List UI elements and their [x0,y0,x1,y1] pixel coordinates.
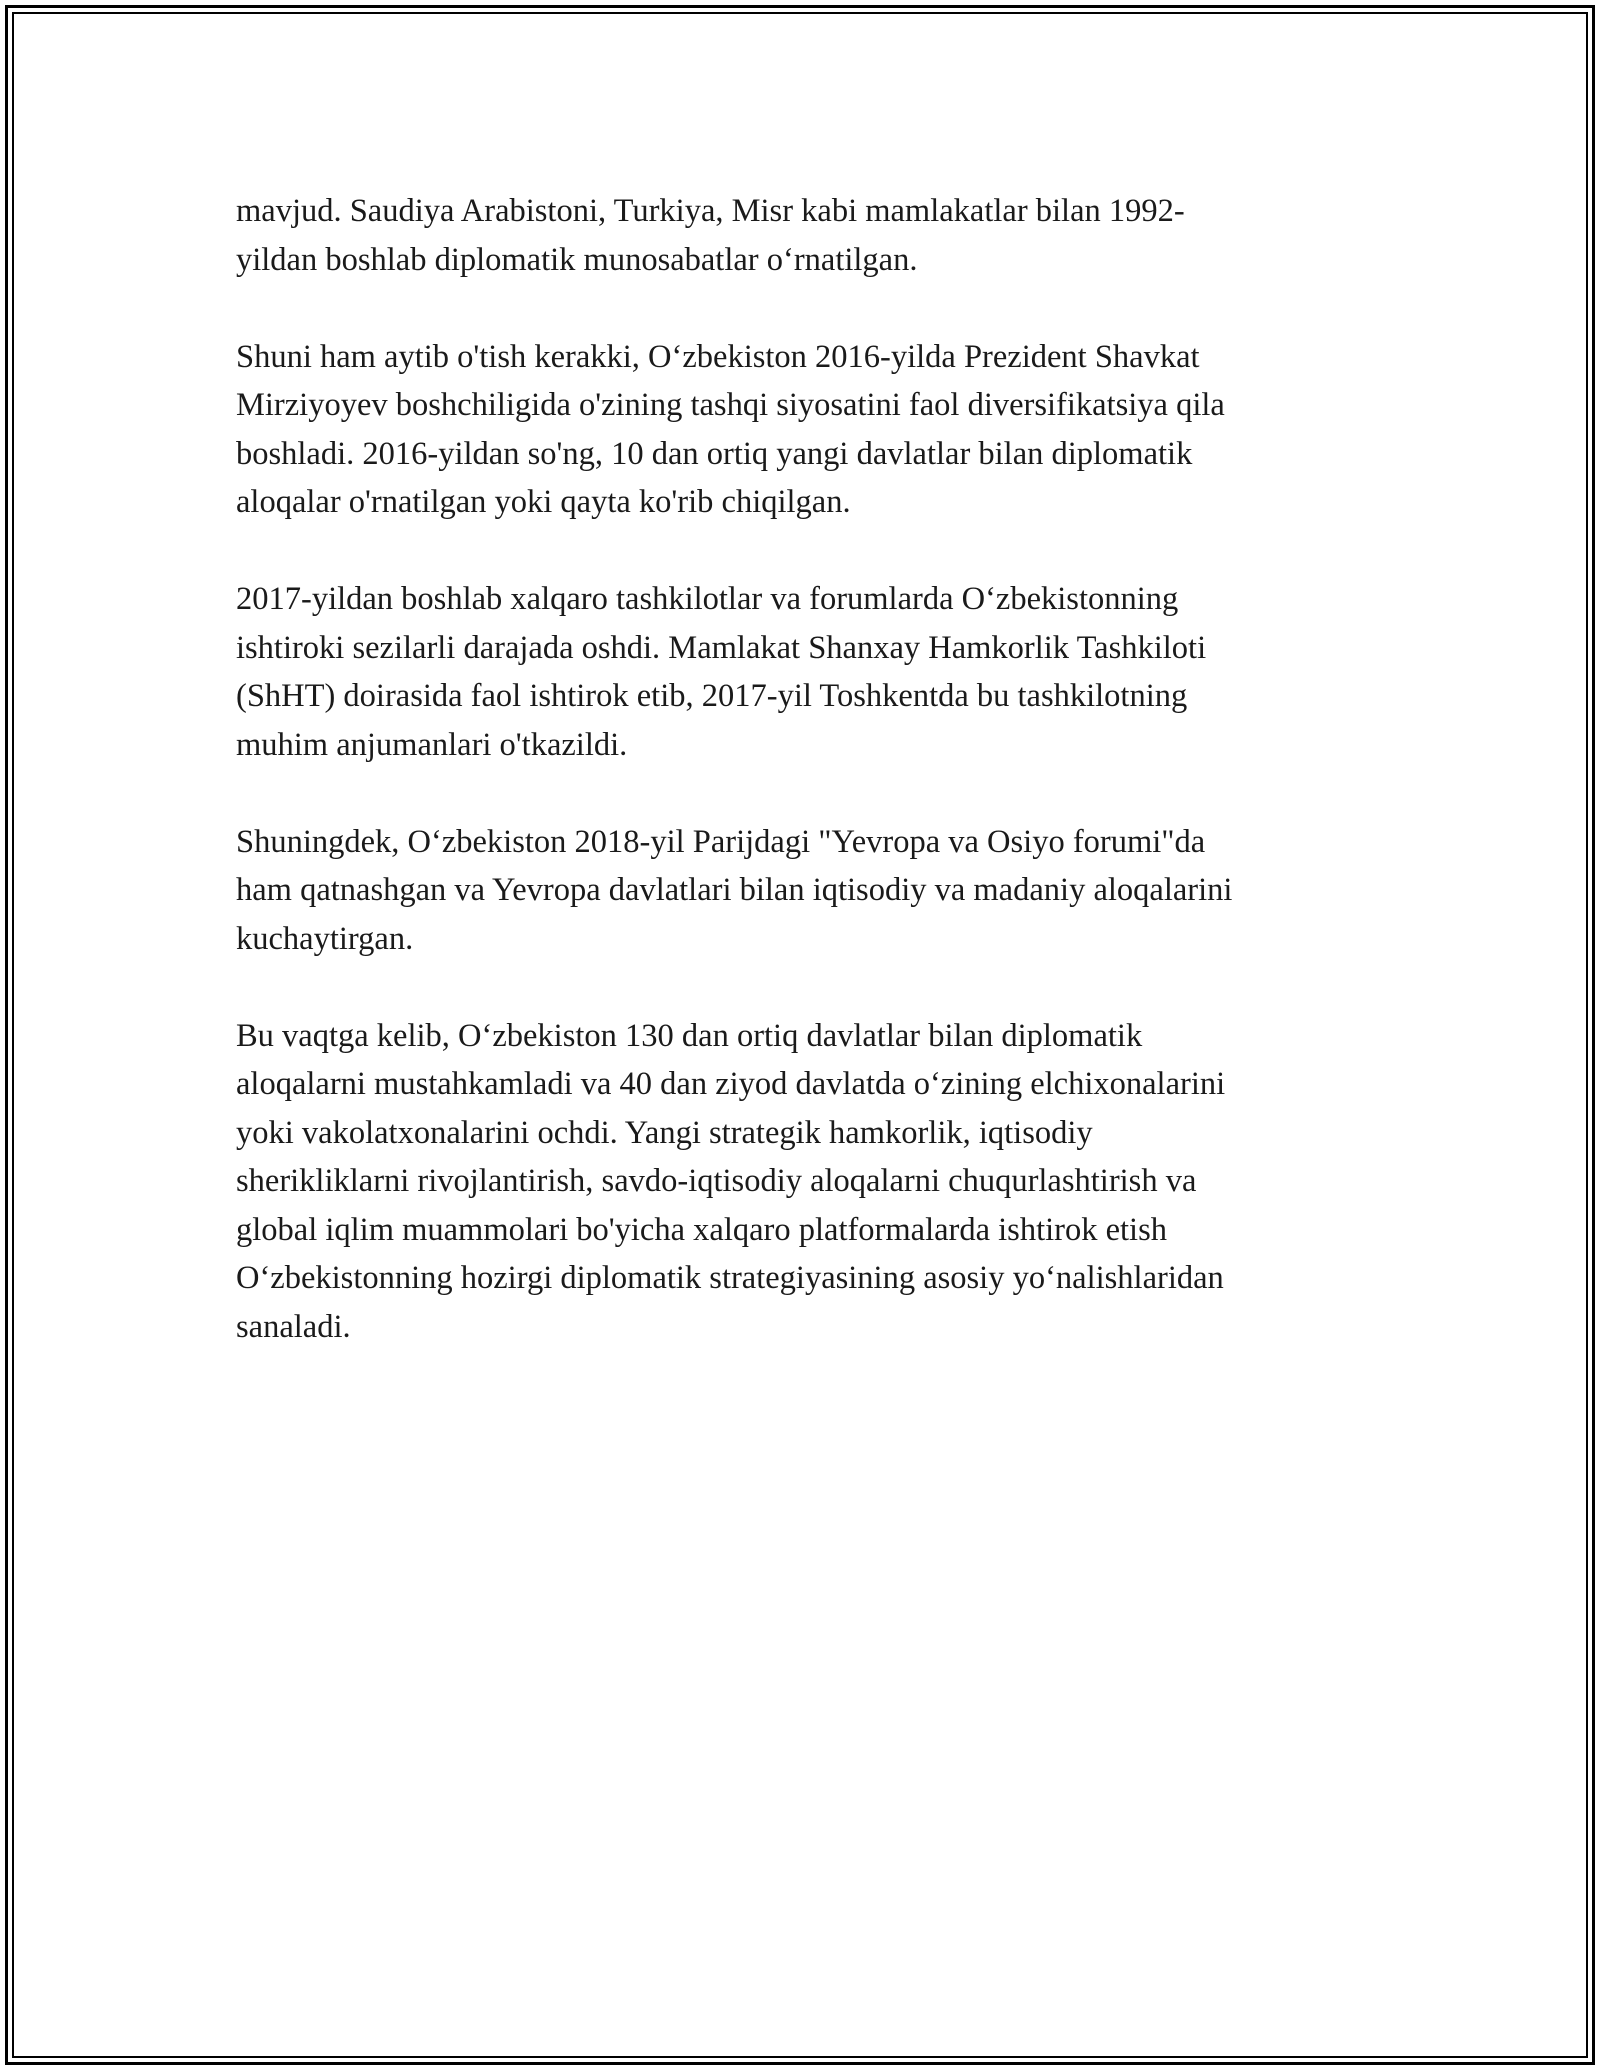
text-line: yildan boshlab diplomatik munosabatlar o‘rnatilgan. [236,241,918,278]
paragraph-4 [236,818,1376,964]
paragraph-3 [236,575,1376,769]
document-body [236,187,1376,1351]
paragraph-2 [236,333,1376,527]
text-line: muhim anjumanlari o'tkazildi. [236,726,628,763]
text-line: ishtiroki sezilarli darajada oshdi. Mamlakat Shanxay Hamkorlik Tashkiloti [236,629,1207,666]
text-line: sanaladi. [236,1308,351,1345]
paragraph-5 [236,1012,1376,1352]
text-line: 2017-yildan boshlab xalqaro tashkilotlar va forumlarda O‘zbekistonning [236,581,1179,617]
text-line: Shuni ham aytib o'tish kerakki, O‘zbekiston 2016-yilda Prezident Shavkat [236,338,1200,375]
text-line: yoki vakolatxonalarini ochdi. Yangi strategik hamkorlik, iqtisodiy [236,1114,1093,1151]
text-line: boshladi. 2016-yildan so'ng, 10 dan ortiq yangi davlatlar bilan diplomatik [236,435,1193,472]
text-line: (ShHT) doirasida faol ishtirok etib, 2017-yil Toshkentda bu tashkilotning [236,678,1188,714]
text-line: kuchaytirgan. [236,920,414,957]
text-line: global iqlim muammolari bo'yicha xalqaro platformalarda ishtirok etish [236,1211,1167,1248]
text-line: sherikliklarni rivojlantirish, savdo-iqtisodiy aloqalarni chuqurlashtirish va [236,1163,1197,1199]
text-line: Shuningdek, O‘zbekiston 2018-yil Parijdagi "Yevropa va Osiyo forumi"da [236,823,1206,860]
text-line: mavjud. Saudiya Arabistoni, Turkiya, Misr kabi mamlakatlar bilan 1992- [236,193,1185,229]
text-line: Mirziyoyev boshchiligida o'zining tashqi siyosatini faol diversifikatsiya qila [236,387,1225,423]
paragraph-1 [236,187,1376,284]
text-line: O‘zbekistonning hozirgi diplomatik strategiyasining asosiy yo‘nalishlaridan [236,1260,1224,1296]
text-line: aloqalarni mustahkamladi va 40 dan ziyod davlatda o‘zining elchixonalarini [236,1066,1226,1102]
text-line: Bu vaqtga kelib, O‘zbekiston 130 dan ortiq davlatlar bilan diplomatik [236,1017,1143,1054]
text-line: aloqalar o'rnatilgan yoki qayta ko'rib chiqilgan. [236,484,851,520]
text-line: ham qatnashgan va Yevropa davlatlari bilan iqtisodiy va madaniy aloqalarini [236,872,1233,908]
